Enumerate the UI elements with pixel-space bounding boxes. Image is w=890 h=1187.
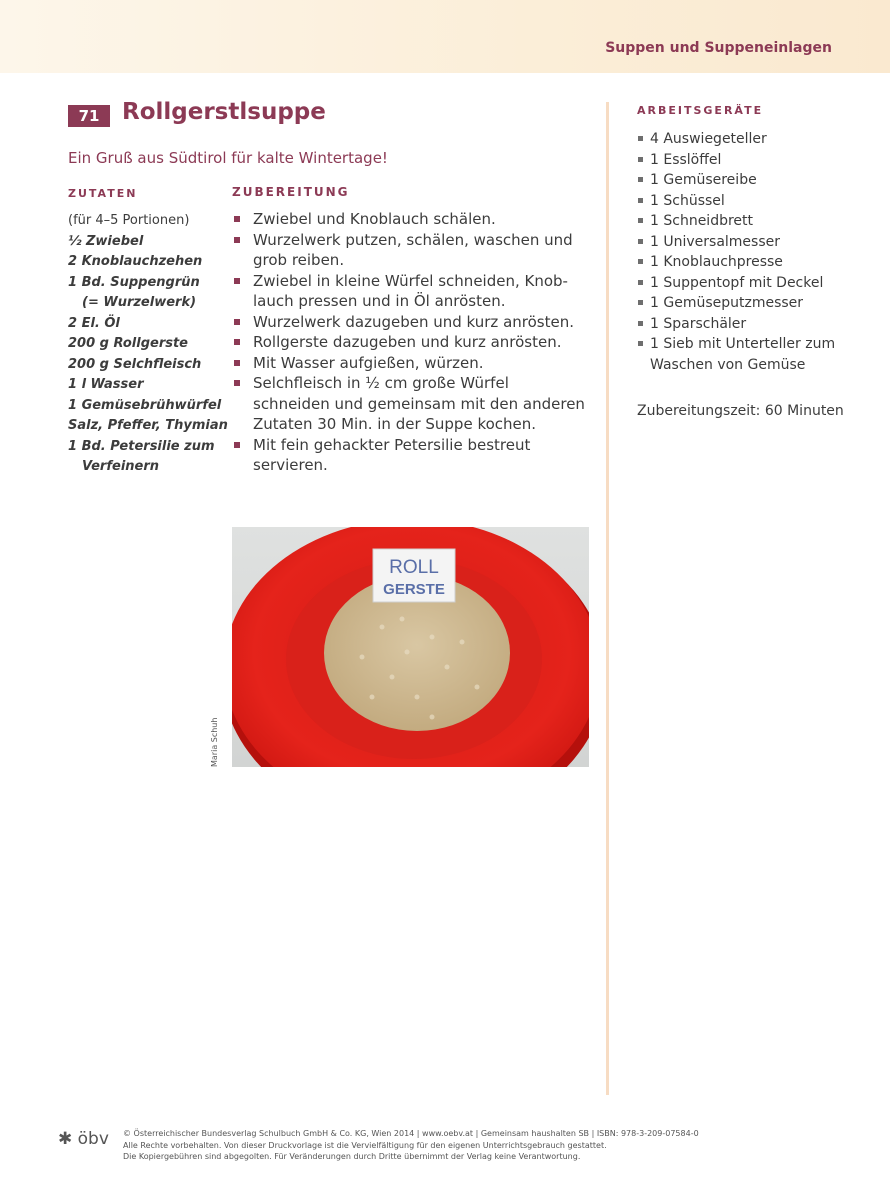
tool-item: 4 Auswiegeteller	[637, 129, 857, 150]
recipe-number-badge: 71	[68, 105, 110, 127]
asterisk-icon: ✱	[58, 1129, 73, 1149]
tool-item: 1 Schüssel	[637, 191, 857, 212]
recipe-photo	[232, 527, 589, 767]
step-item: Zwiebel und Knoblauch schälen.	[232, 209, 587, 230]
recipe-subtitle: Ein Gruß aus Südtirol für kalte Wintertage!	[68, 149, 388, 167]
sign-text-gerste: GERSTE	[383, 581, 445, 598]
ingredient-item: 2 El. Öl	[68, 315, 120, 331]
ingredient-item: 2 Knoblauchzehen	[68, 254, 203, 269]
preparation-heading: ZUBEREITUNG	[232, 185, 350, 199]
footer-line: Die Kopiergebühren sind abgegolten. Für Veränderungen durch Dritte übernimmt der Verlag keine Verantwortung.	[123, 1152, 581, 1161]
ingredient-item: Salz, Pfeffer, Thymian	[68, 418, 228, 433]
tool-item: 1 Suppentopf mit Deckel	[637, 273, 857, 294]
step-item: Mit fein gehackter Petersilie bestreut servieren.	[232, 435, 587, 476]
tools-list	[637, 129, 857, 375]
step-item: Selchfleisch in ½ cm große Würfel schneiden und gemeinsam mit den anderen Zutaten 30 Min. in der Suppe kochen.	[232, 373, 587, 435]
tool-item: 1 Knoblauchpresse	[637, 252, 857, 273]
step-item: Mit Wasser aufgießen, würzen.	[232, 353, 587, 374]
tool-item: 1 Gemüsereibe	[637, 170, 857, 191]
publisher-logo-text: öbv	[77, 1129, 109, 1149]
ingredients-heading: ZUTATEN	[68, 187, 138, 200]
ingredients-list	[68, 211, 228, 478]
ingredient-item: 1 Gemüsebrühwürfel	[68, 397, 222, 413]
footer-line: © Österreichischer Bundesverlag Schulbuch GmbH & Co. KG, Wien 2014 | www.oebv.at | Gemeinsam haushalten SB | ISBN: 978-3-209-07584-0	[123, 1129, 699, 1138]
portions-text: (für 4–5 Portionen)	[68, 213, 190, 228]
ingredient-item: 1 Bd. Suppengrün	[68, 274, 200, 290]
recipe-title: Rollgerstlsuppe	[122, 99, 326, 125]
ingredient-item: 1 l Wasser	[68, 377, 144, 392]
tool-item: 1 Sieb mit Unterteller zum Waschen von Gemüse	[637, 334, 857, 375]
tools-heading: ARBEITSGERÄTE	[637, 104, 764, 117]
photo-credit: Maria Schuh	[210, 717, 219, 767]
tool-item: 1 Gemüseputzmesser	[637, 293, 857, 314]
roll-gerste-sign	[373, 549, 455, 602]
ingredient-item: 200 g Rollgerste	[68, 336, 189, 351]
pearl-barley-plate-illustration	[232, 527, 589, 767]
step-item: Wurzelwerk dazugeben und kurz anrösten.	[232, 312, 587, 333]
tool-item: 1 Esslöffel	[637, 150, 857, 171]
ingredient-item	[68, 457, 228, 478]
ingredient-item: 200 g Selchfleisch	[68, 356, 202, 372]
tool-item: 1 Universalmesser	[637, 232, 857, 253]
tool-item: 1 Sparschäler	[637, 314, 857, 335]
header-band	[0, 0, 890, 73]
footer-line: Alle Rechte vorbehalten. Von dieser Druckvorlage ist die Vervielfältigung für den eigenen Unterrichtsgebrauch gestattet.	[123, 1140, 607, 1150]
prep-time: Zubereitungszeit: 60 Minuten	[637, 403, 844, 419]
ingredient-item-cont: Verfeinern	[82, 459, 160, 474]
ingredient-item: 1 Bd. Petersilie zum	[68, 438, 215, 454]
ingredient-item	[68, 293, 228, 314]
tool-item: 1 Schneidbrett	[637, 211, 857, 232]
preparation-steps	[232, 209, 587, 476]
step-item: Zwiebel in kleine Würfel schneiden, Knob-lauch pressen und in Öl anrösten.	[232, 271, 587, 312]
step-item: Rollgerste dazugeben und kurz anrösten.	[232, 332, 587, 353]
sign-text-roll: ROLL	[389, 557, 439, 578]
ingredient-item: ½ Zwiebel	[68, 233, 144, 249]
publisher-logo	[58, 1129, 109, 1149]
ingredient-item-cont: (= Wurzelwerk)	[82, 295, 197, 310]
column-divider	[606, 102, 609, 1095]
footer-copyright	[123, 1128, 823, 1163]
chapter-title: Suppen und Suppeneinlagen	[605, 40, 832, 56]
step-item: Wurzelwerk putzen, schälen, waschen und grob reiben.	[232, 230, 587, 271]
